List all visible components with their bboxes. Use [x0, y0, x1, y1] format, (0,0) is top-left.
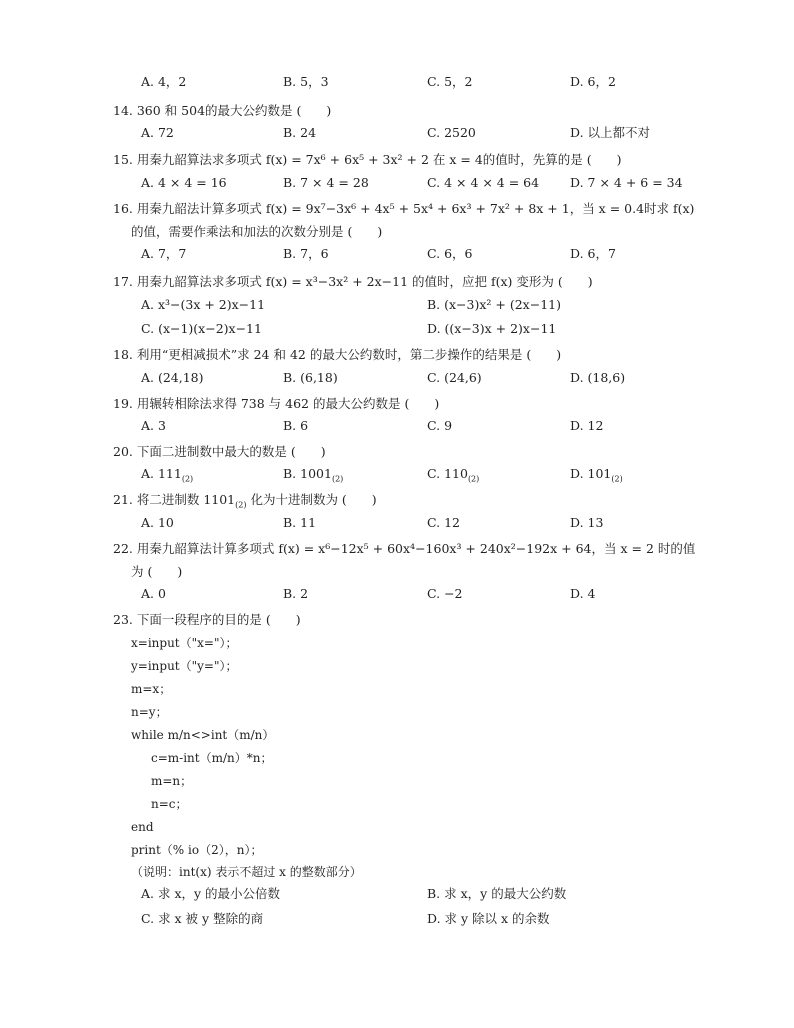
code-line: m=x；	[131, 682, 172, 696]
q14-option-b: B. 24	[283, 125, 317, 140]
q15-option-a: A. 4 × 4 = 16	[141, 175, 227, 190]
q22-option-b: B. 2	[283, 586, 309, 601]
q21-option-a: A. 10	[141, 515, 174, 530]
q18-option-b: B. (6,18)	[283, 370, 338, 385]
q20-option-c: C. $110_{(2)}$	[427, 466, 480, 484]
q19-stem: 19. 用辗转相除法求得 738 与 462 的最大公约数是 ( )	[113, 396, 440, 411]
code-line: x=input（"x="）；	[131, 636, 238, 650]
q13-option-b: B. 5，3	[283, 74, 329, 89]
q17-option-b: B. (x−3)x² + (2x−11)	[427, 297, 561, 312]
q23-option-c: C. 求 x 被 y 整除的商	[141, 911, 264, 926]
q23-option-d: D. 求 y 除以 x 的余数	[427, 911, 550, 926]
q17-option-a: A. x³−(3x + 2)x−11	[141, 297, 266, 312]
code-line: n=y；	[131, 705, 168, 719]
q20-option-b: B. $1001_{(2)}$	[283, 466, 344, 484]
q15-option-d: D. 7 × 4 + 6 = 34	[570, 175, 683, 190]
q13-option-c: C. 5，2	[427, 74, 473, 89]
q14-option-d: D. 以上都不对	[570, 125, 651, 140]
q17-stem: 17. 用秦九韶算法求多项式 f(x) = x³−3x² + 2x−11 的值时，应把 f(x) 变形为 ( )	[113, 274, 593, 289]
q19-option-c: C. 9	[427, 418, 453, 433]
q14-stem: 14. 360 和 504的最大公约数是 ( )	[113, 103, 332, 118]
q16-option-c: C. 6，6	[427, 246, 473, 261]
q13-option-d: D. 6，2	[570, 74, 616, 89]
q14-option-a: A. 72	[141, 125, 174, 140]
code-line: c=m-int（m/n）*n；	[151, 751, 273, 765]
code-line: y=input（"y="）；	[131, 659, 238, 673]
q20-option-a: A. $111_{(2)}$	[141, 466, 194, 484]
q21-option-b: B. 11	[283, 515, 317, 530]
q23-note: （说明：int(x) 表示不超过 x 的整数部分）	[131, 865, 362, 879]
q18-option-c: C. (24,6)	[427, 370, 482, 385]
q16-stem-cont: 的值，需要作乘法和加法的次数分别是 ( )	[131, 224, 383, 239]
q19-option-a: A. 3	[141, 418, 166, 433]
q13-option-a: A. 4，2	[141, 74, 187, 89]
q22-stem: 22. 用秦九韶算法计算多项式 f(x) = x⁶−12x⁵ + 60x⁴−160x³ + 240x²−192x + 64，当 x = 2 时的值	[113, 541, 696, 556]
code-line: print（% io（2），n）；	[131, 843, 263, 857]
q19-option-b: B. 6	[283, 418, 309, 433]
code-line: while m/n<>int（m/n）	[131, 728, 275, 742]
code-line: end	[131, 820, 154, 834]
q17-option-d: D. ((x−3)x + 2)x−11	[427, 321, 557, 336]
code-line: m=n；	[151, 774, 193, 788]
q16-stem: 16. 用秦九韶法计算多项式 f(x) = 9x⁷−3x⁶ + 4x⁵ + 5x⁴ + 6x³ + 7x² + 8x + 1，当 x = 0.4时求 f(x)	[113, 201, 695, 216]
q16-option-a: A. 7，7	[141, 246, 187, 261]
q21-option-c: C. 12	[427, 515, 460, 530]
q21-option-d: D. 13	[570, 515, 604, 530]
q20-option-d: D. $101_{(2)}$	[570, 466, 623, 484]
q14-option-c: C. 2520	[427, 125, 476, 140]
q22-option-d: D. 4	[570, 586, 596, 601]
q23-option-b: B. 求 x，y 的最大公约数	[427, 886, 567, 901]
q18-stem: 18. 利用“更相减损术”求 24 和 42 的最大公约数时，第二步操作的结果是 ( )	[113, 347, 562, 362]
q22-option-c: C. −2	[427, 586, 463, 601]
q18-option-a: A. (24,18)	[141, 370, 204, 385]
q15-option-b: B. 7 × 4 = 28	[283, 175, 369, 190]
q20-stem: 20. 下面二进制数中最大的数是 ( )	[113, 444, 326, 459]
q17-option-c: C. (x−1)(x−2)x−11	[141, 321, 262, 336]
code-line: n=c；	[151, 797, 188, 811]
q16-option-b: B. 7，6	[283, 246, 329, 261]
q16-option-d: D. 6，7	[570, 246, 616, 261]
q23-stem: 23. 下面一段程序的目的是 ( )	[113, 612, 301, 627]
q15-stem: 15. 用秦九韶算法求多项式 f(x) = 7x⁶ + 6x⁵ + 3x² + 2 在 x = 4的值时，先算的是 ( )	[113, 152, 622, 167]
q22-stem-cont: 为 ( )	[131, 564, 183, 579]
q21-stem: 21. 将二进制数 $1101_{(2)}$ 化为十进制数为 ( )	[113, 492, 377, 510]
q22-option-a: A. 0	[141, 586, 166, 601]
q18-option-d: D. (18,6)	[570, 370, 626, 385]
q19-option-d: D. 12	[570, 418, 604, 433]
q23-option-a: A. 求 x，y 的最小公倍数	[141, 886, 281, 901]
q15-option-c: C. 4 × 4 × 4 = 64	[427, 175, 540, 190]
